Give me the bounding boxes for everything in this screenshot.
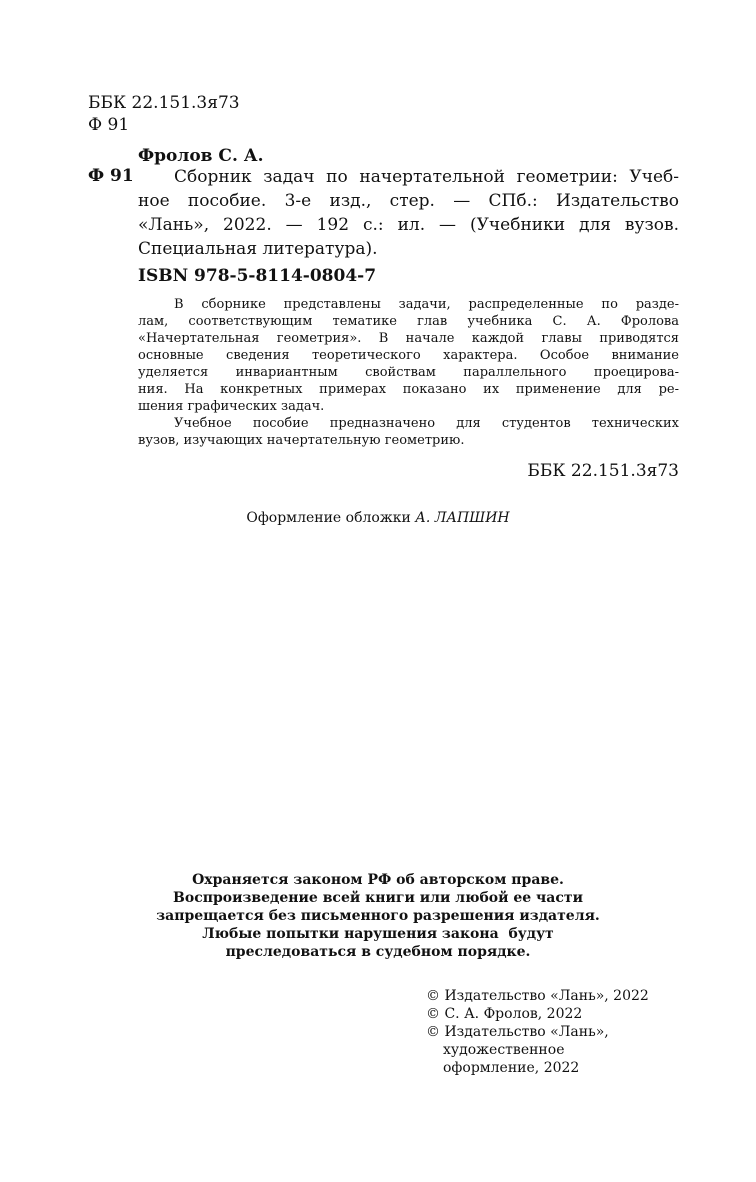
copyright-line: © Издательство «Лань», 2022 [426,988,649,1004]
abstract-line: уделяется инвариантным свойствам параллельного проецирова- [138,365,679,380]
copyright-line: оформление, 2022 [443,1060,580,1076]
cover-designer-name: А. ЛАПШИН [415,510,510,526]
bbk-code: ББК 22.151.3я73 [88,93,240,113]
abstract [138,296,679,449]
rights-line: запрещается без письменного разрешения издателя. [156,908,600,924]
copyright-block [426,987,649,1077]
rights-line: Любые попытки нарушения закона будут [202,926,554,942]
index-code: Ф 91 [88,166,134,186]
copyright-line: художественное [443,1042,565,1058]
copyright-line: © Издательство «Лань», [426,1024,609,1040]
abstract-line: В сборнике представлены задачи, распределенные по разде- [174,297,679,312]
isbn: ISBN 978-5-8114-0804-7 [138,266,377,286]
abstract-line: вузов, изучающих начертательную геометрию. [138,433,465,448]
rights-line: Воспроизведение всей книги или любой ее части [173,890,583,906]
abstract-line: Учебное пособие предназначено для студентов технических [174,416,679,431]
biblio-line: Специальная литература). [138,239,378,259]
abstract-line: шения графических задач. [138,399,325,414]
cover-design-credit [0,510,756,526]
abstract-line: основные сведения теоретического характера. Особое внимание [138,348,679,363]
abstract-line: ния. На конкретных примерах показано их применение для ре- [138,382,679,397]
bbk-code-right: ББК 22.151.3я73 [527,461,679,481]
copyright-line: © С. А. Фролов, 2022 [426,1006,583,1022]
biblio-line: ное пособие. 3-е изд., стер. — СПб.: Издательство [138,191,679,211]
copyright-notice [0,871,756,961]
udc-code: Ф 91 [88,115,130,135]
bbk-header [88,92,240,136]
rights-line: Охраняется законом РФ об авторском праве. [192,872,564,888]
biblio-line: Сборник задач по начертательной геометрии: Учеб- [174,167,679,187]
abstract-line: «Начертательная геометрия». В начале каждой главы приводятся [138,331,679,346]
rights-line: преследоваться в судебном порядке. [225,944,531,960]
bibliographic-description [138,165,679,261]
abstract-line: лам, соответствующим тематике глав учебника С. А. Фролова [138,314,679,329]
cover-design-label: Оформление обложки [246,510,411,526]
author-name: Фролов С. А. [138,146,264,166]
biblio-line: «Лань», 2022. — 192 с.: ил. — (Учебники для вузов. [138,215,679,235]
